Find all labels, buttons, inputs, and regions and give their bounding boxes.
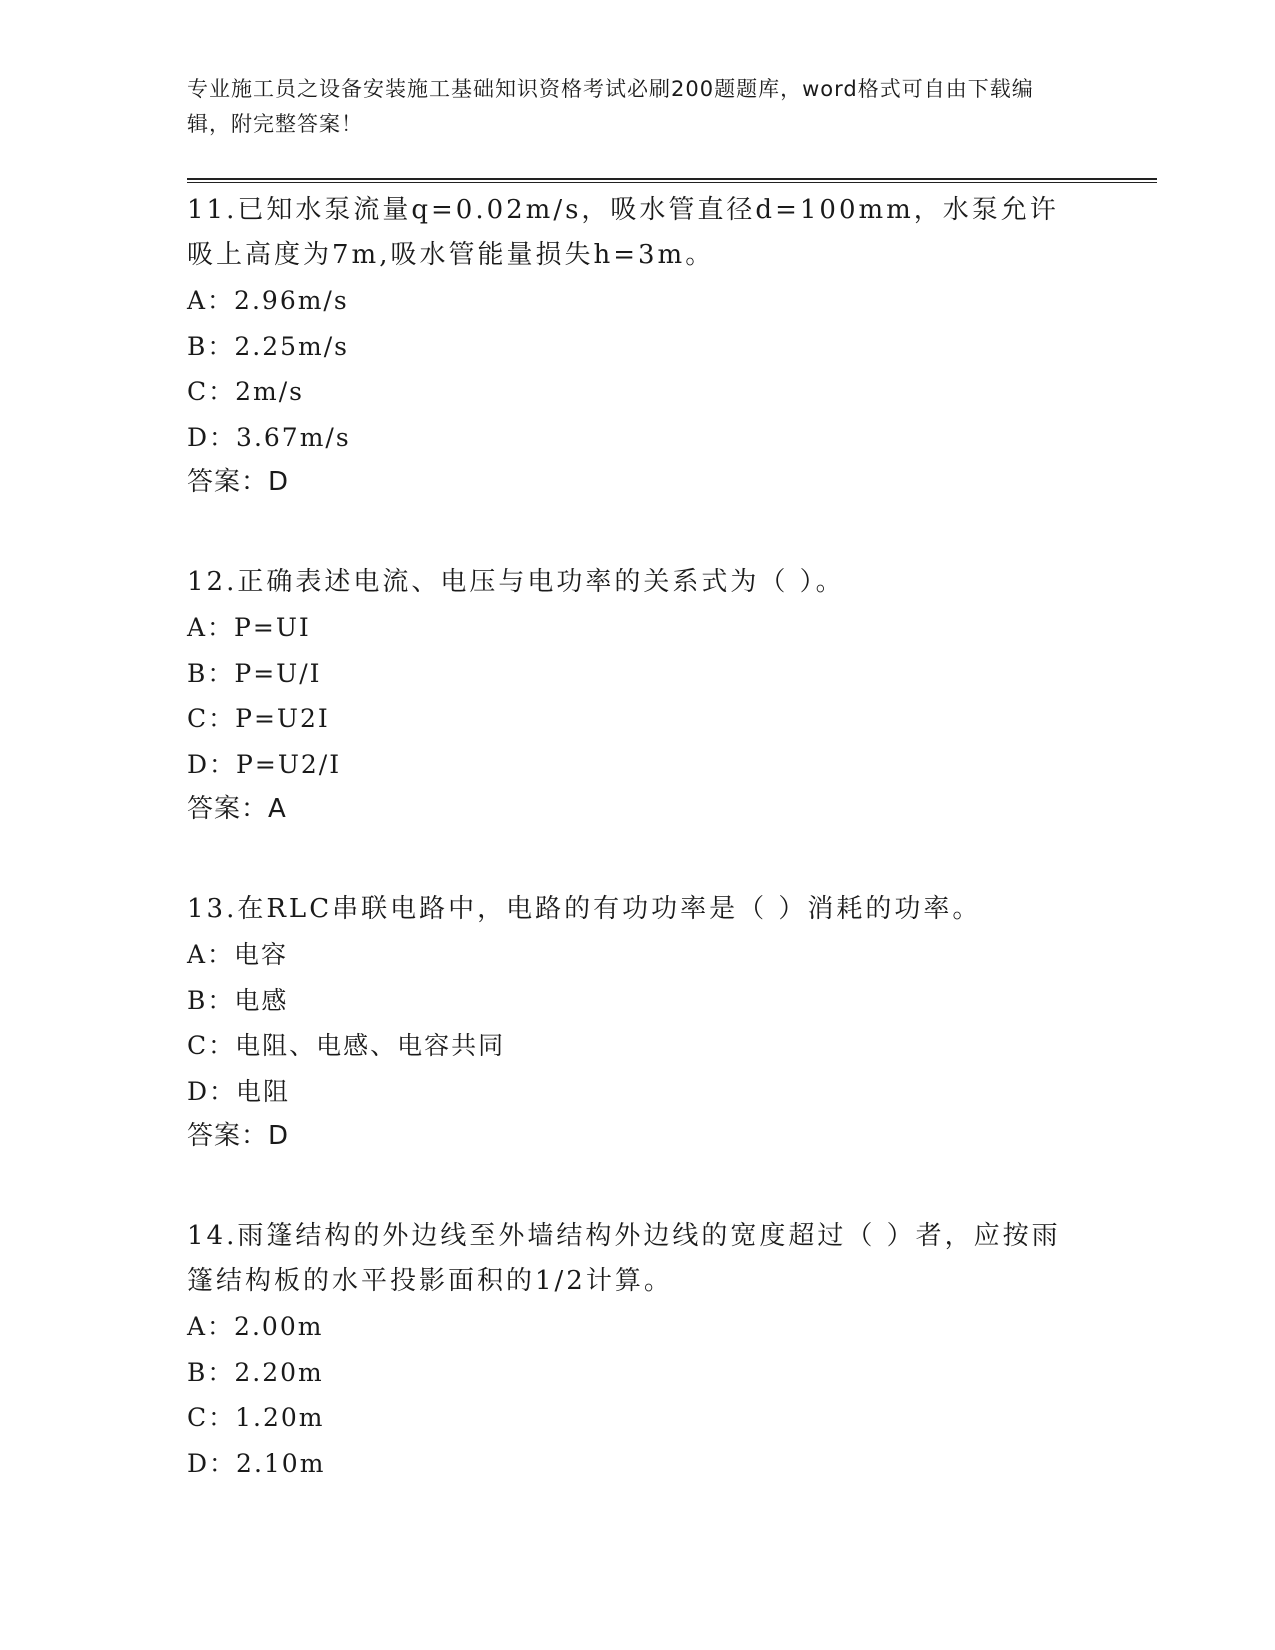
question-text: 12.正确表述电流、电压与电功率的关系式为（ ）。 xyxy=(187,567,845,597)
option-d: D：2.10m xyxy=(187,1448,326,1478)
question-13 xyxy=(187,887,1087,1158)
option-b: B：2.20m xyxy=(187,1357,324,1387)
option-c: C：2m/s xyxy=(187,377,304,406)
question-text: 13.在RLC串联电路中，电路的有功功率是（ ）消耗的功率。 xyxy=(187,894,982,924)
question-text: 14.雨篷结构的外边线至外墙结构外边线的宽度超过（ ）者，应按雨篷结构板的水平投影面积的1/2计算。 xyxy=(187,1221,1061,1296)
question-12 xyxy=(187,560,1087,831)
option-d: D：3.67m/s xyxy=(187,422,351,452)
option-a: A：2.00m xyxy=(187,1312,324,1341)
option-c: C：P=U2I xyxy=(187,704,330,733)
option-b: B：2.25m/s xyxy=(187,331,349,361)
option-a: A：电容 xyxy=(187,940,289,969)
answer: 答案：A xyxy=(187,794,287,824)
header-divider xyxy=(187,178,1157,180)
question-11 xyxy=(187,188,1087,504)
header-divider-thin xyxy=(187,182,1157,183)
option-c: C：电阻、电感、电容共同 xyxy=(187,1031,506,1060)
question-14 xyxy=(187,1214,1087,1486)
answer: 答案：D xyxy=(187,1121,290,1151)
option-b: B：电感 xyxy=(187,985,289,1015)
option-a: A：2.96m/s xyxy=(187,286,349,315)
option-b: B：P=U/I xyxy=(187,658,322,688)
answer: 答案：D xyxy=(187,467,290,497)
question-text: 11.已知水泵流量q=0.02m/s，吸水管直径d=100mm，水泵允许吸上高度为7m,吸水管能量损失h=3m。 xyxy=(187,195,1059,270)
question-list xyxy=(187,188,1087,1542)
option-c: C：1.20m xyxy=(187,1403,325,1432)
option-a: A：P=UI xyxy=(187,613,311,642)
option-d: D：P=U2/I xyxy=(187,749,342,779)
option-d: D：电阻 xyxy=(187,1076,291,1106)
document-header: 专业施工员之设备安装施工基础知识资格考试必刷200题题库，word格式可自由下载编辑，附完整答案！ xyxy=(187,77,1034,136)
